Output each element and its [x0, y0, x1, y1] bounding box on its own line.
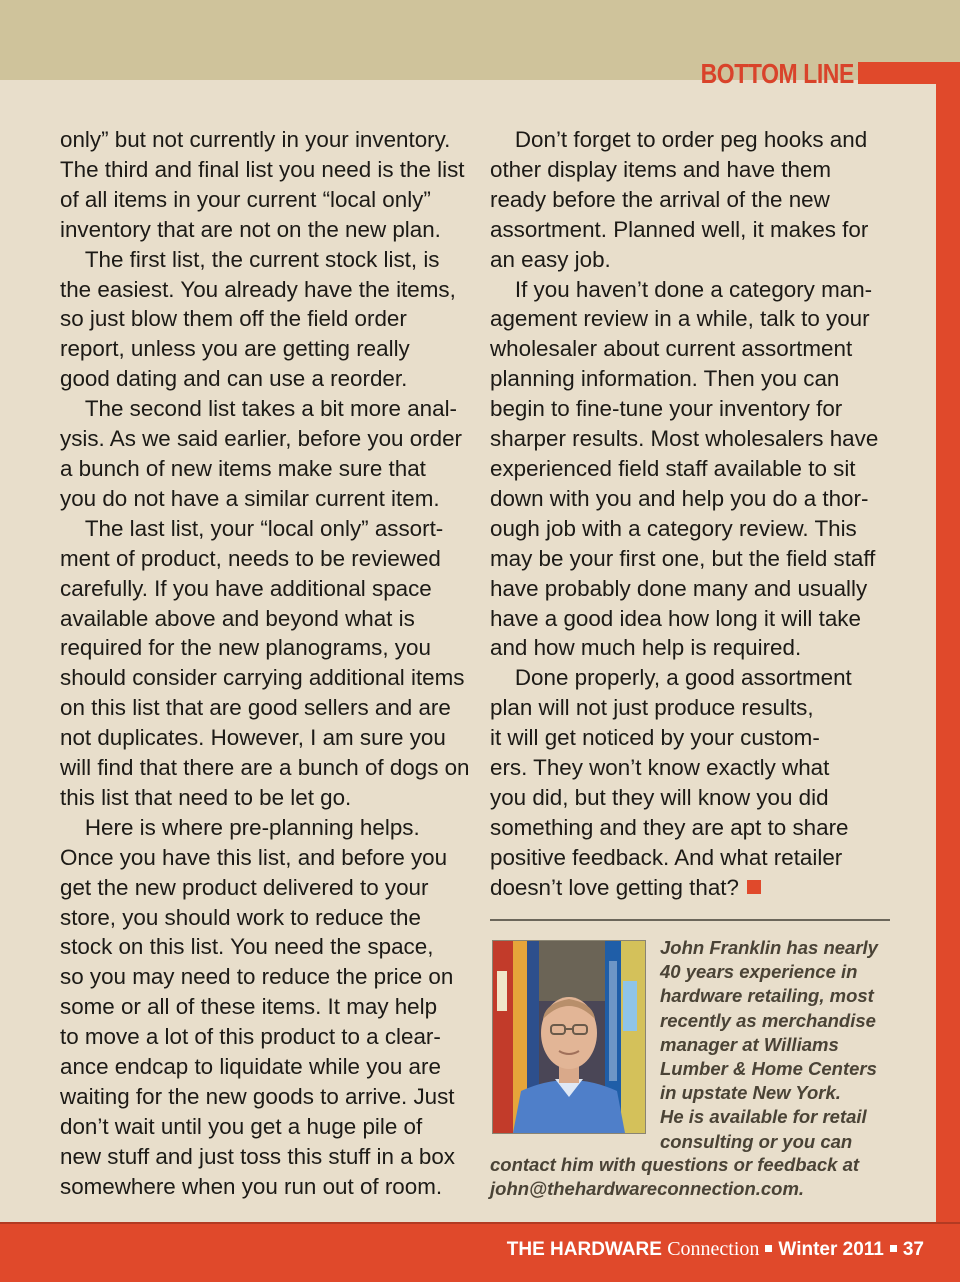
body-line: ready before the arrival of the new [490, 186, 830, 212]
body-line: this list that need to be let go. [60, 784, 352, 810]
body-line: should consider carrying additional items [60, 665, 465, 691]
end-mark-icon [747, 880, 761, 894]
body-line: don’t wait until you get a huge pile of [60, 1113, 423, 1139]
body-line: of all items in your current “local only” [60, 186, 431, 212]
body-line: required for the new planograms, you [60, 635, 431, 661]
section-label: BOTTOM LINE [700, 58, 854, 89]
body-line: not duplicates. However, I am sure you [60, 725, 446, 751]
body-line: The last list, your “local only” assort- [60, 515, 444, 541]
body-line: The second list takes a bit more anal- [60, 396, 457, 422]
body-line: have probably done many and usually [490, 575, 868, 601]
page-number: 37 [902, 1239, 924, 1260]
body-line: the easiest. You already have the items, [60, 276, 456, 302]
body-line: inventory that are not on the new plan. [60, 216, 441, 242]
bio-line: consulting or you can [660, 1130, 853, 1152]
separator-icon [890, 1245, 897, 1252]
body-line: something and they are apt to share [490, 814, 849, 840]
bio-line: hardware retailing, most [660, 985, 874, 1007]
right-column [490, 125, 892, 903]
body-line: positive feedback. And what retailer [490, 844, 843, 870]
body-line: available above and beyond what is [60, 605, 415, 631]
body-line: If you haven’t done a category man- [490, 276, 873, 302]
body-line: get the new product delivered to your [60, 874, 429, 900]
body-line: assortment. Planned well, it makes for [490, 216, 869, 242]
body-line: you do not have a similar current item. [60, 485, 440, 511]
body-line: somewhere when you run out of room. [60, 1173, 443, 1199]
body-line: new stuff and just toss this stuff in a box [60, 1143, 455, 1169]
body-line: ment of product, needs to be reviewed [60, 545, 441, 571]
body-line: a bunch of new items make sure that [60, 455, 426, 481]
bio-line: 40 years experience in [660, 961, 858, 983]
left-column [60, 125, 472, 1202]
body-line: Here is where pre-planning helps. [60, 814, 420, 840]
body-line: you did, but they will know you did [490, 784, 829, 810]
body-line: Done properly, a good assortment [490, 665, 852, 691]
author-bio [660, 936, 950, 1154]
body-line: experienced field staff available to sit [490, 455, 856, 481]
body-line: so just blow them off the field order [60, 306, 407, 332]
body-line: Once you have this list, and before you [60, 844, 448, 870]
bio-line: John Franklin has nearly [660, 937, 878, 958]
body-line: ysis. As we said earlier, before you order [60, 426, 462, 452]
bio-line: recently as merchandise [660, 1009, 876, 1031]
footer-folio [507, 1238, 924, 1261]
author-photo [492, 940, 646, 1134]
author-photo-illustration [493, 941, 645, 1133]
bio-line: Lumber & Home Centers [660, 1058, 877, 1080]
body-text: doesn’t love getting that? [490, 874, 739, 900]
bio-line: in upstate New York. [660, 1082, 841, 1104]
body-line: ance endcap to liquidate while you are [60, 1054, 441, 1080]
body-line: sharper results. Most wholesalers have [490, 426, 879, 452]
body-line: have a good idea how long it will take [490, 605, 861, 631]
author-contact [490, 1153, 930, 1201]
issue-date: Winter 2011 [778, 1239, 884, 1260]
body-line: waiting for the new goods to arrive. Just [60, 1084, 455, 1109]
body-line: good dating and can use a reorder. [60, 366, 408, 392]
body-line: only” but not currently in your inventory. [60, 127, 451, 152]
body-line: it will get noticed by your custom- [490, 725, 820, 751]
body-line: an easy job. [490, 246, 611, 272]
body-line: to move a lot of this product to a clear- [60, 1024, 441, 1050]
body-line: on this list that are good sellers and are [60, 695, 451, 721]
body-line: down with you and help you do a thor- [490, 485, 869, 511]
body-line: begin to fine-tune your inventory for [490, 396, 843, 422]
body-line: some or all of these items. It may help [60, 994, 438, 1020]
magazine-name: THE HARDWARE [506, 1239, 662, 1260]
body-line: plan will not just produce results, [490, 695, 814, 721]
body-line: agement review in a while, talk to your [490, 306, 870, 332]
body-line: store, you should work to reduce the [60, 904, 421, 930]
body-line: may be your first one, but the field staff [490, 545, 876, 571]
author-email: john@thehardwareconnection.com. [490, 1178, 805, 1200]
body-line: carefully. If you have additional space [60, 575, 432, 601]
body-line: report, unless you are getting really [60, 336, 410, 362]
body-line: ough job with a category review. This [490, 515, 857, 541]
body-line: will find that there are a bunch of dogs on [60, 755, 470, 781]
body-line: ers. They won’t know exactly what [490, 755, 830, 781]
body-line: planning information. Then you can [490, 366, 840, 392]
bio-line: manager at Williams [660, 1033, 839, 1055]
body-line: wholesaler about current assortment [490, 336, 853, 362]
separator-icon [765, 1245, 772, 1252]
body-line: Don’t forget to order peg hooks and [490, 127, 868, 152]
body-line: The first list, the current stock list, is [60, 246, 440, 272]
magazine-name-serif: Connection [667, 1238, 760, 1260]
body-line: stock on this list. You need the space, [60, 934, 434, 960]
body-line: so you may need to reduce the price on [60, 964, 454, 990]
body-line-last [490, 873, 892, 903]
body-line: The third and final list you need is the list [60, 156, 465, 182]
bio-line: He is available for retail [660, 1106, 867, 1128]
bio-line: contact him with questions or feedback at [490, 1154, 860, 1175]
body-line: other display items and have them [490, 156, 832, 182]
bio-divider [490, 919, 890, 921]
body-line: and how much help is required. [490, 635, 802, 661]
